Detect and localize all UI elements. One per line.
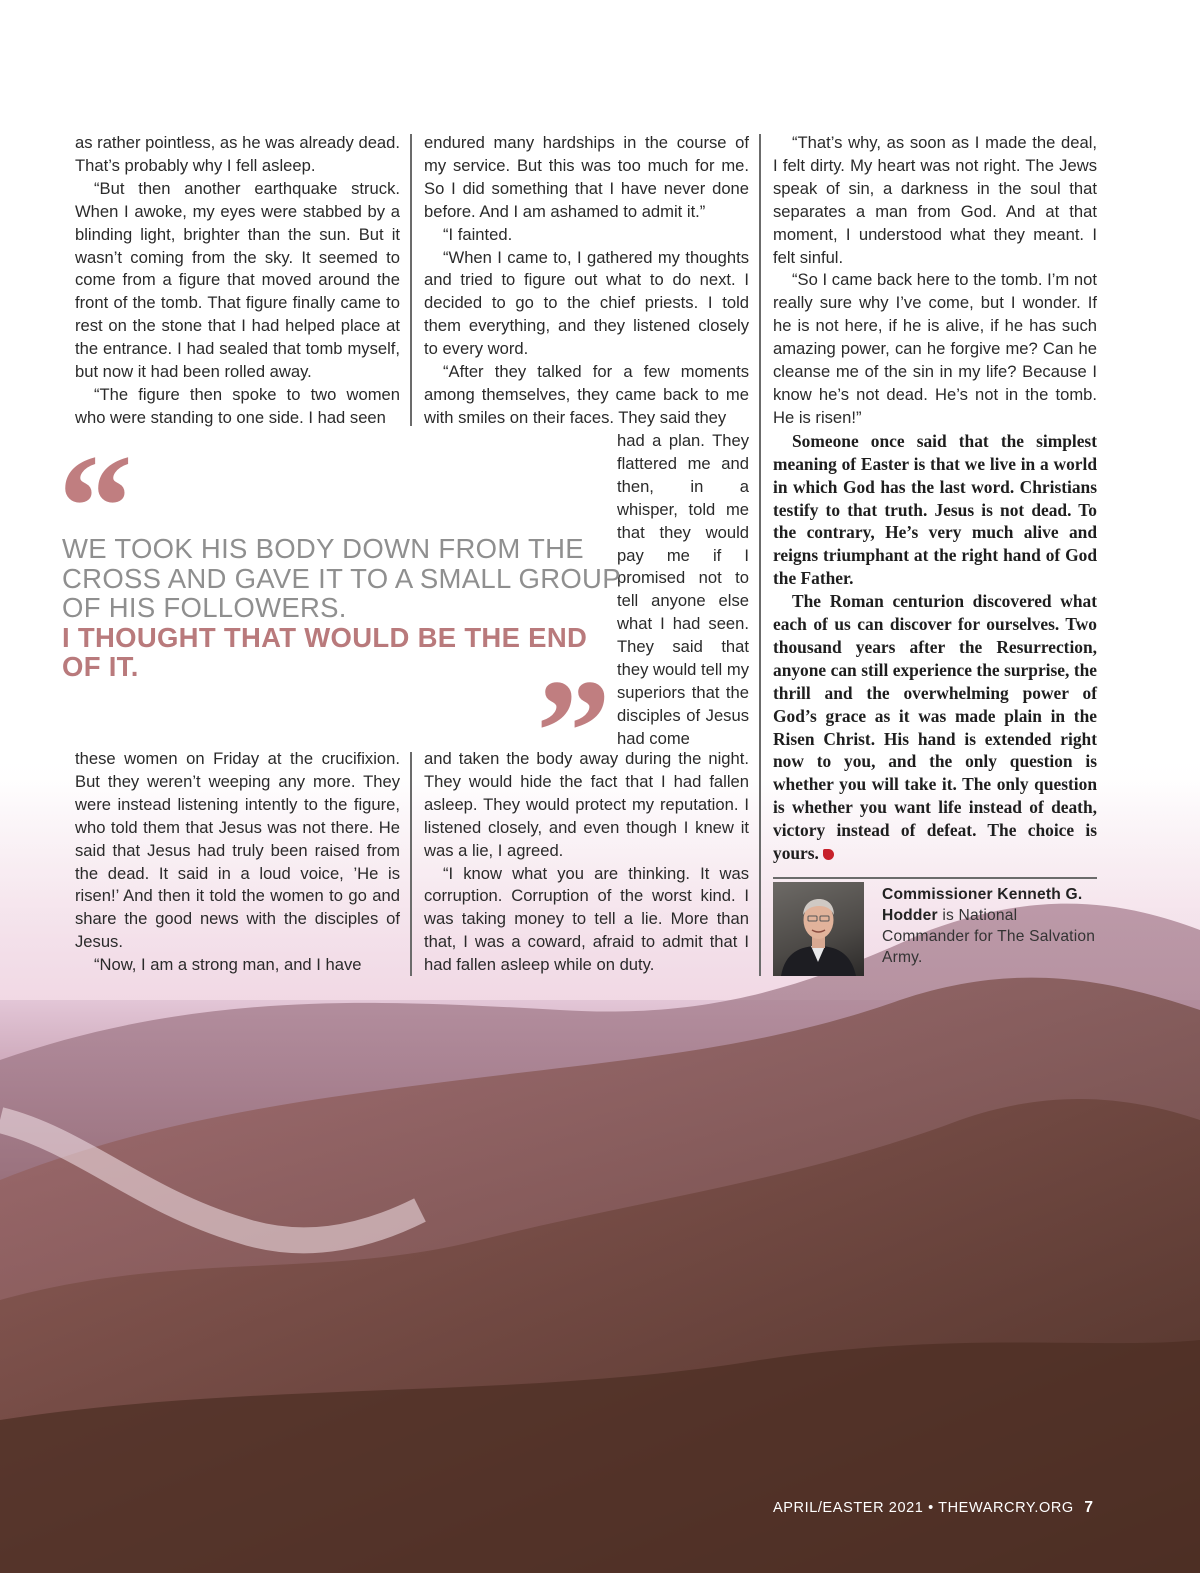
pull-quote-text: WE TOOK HIS BODY DOWN FROM THE CROSS AND GAVE IT TO A SMALL GROUP OF HIS FOLLOWERS.: [62, 533, 621, 623]
issue-date: APRIL/EASTER 2021: [773, 1500, 924, 1516]
column-1-bottom: [75, 748, 400, 977]
paragraph: “That’s why, as soon as I made the deal, I felt dirty. My heart was not right. The Jews speak of sin, a darkness in the soul that separates a man from God. And at that moment, I understood what they meant. I felt sinful.: [773, 133, 1097, 267]
column-2-top: [424, 132, 749, 430]
column-divider: [410, 752, 412, 976]
column-divider: [759, 134, 761, 976]
author-bio: [882, 884, 1097, 968]
paragraph: “When I came to, I gathered my thoughts and tried to figure out what to do next. I decided to go to the chief priests. I told them everything, and they listened closely to every word.: [424, 247, 749, 359]
footer-separator: •: [928, 1500, 934, 1516]
shield-end-mark-icon: [823, 849, 834, 860]
paragraph: these women on Friday at the crucifixion. But they weren’t weeping any more. They were instead listening intently to the figure, who told them that Jesus was not there. He said that Jesus had truly been raised from the dead. It said in a loud voice, ’He is risen!’ And then it told the women to go and share the good news with the disciples of Jesus.: [75, 749, 400, 952]
closing-text: The Roman centurion discovered what each of us can discover for ourselves. Two thousand years after the Resurrection, anyone can still experience the surprise, the thrill and the overwhelming power of God’s grace as it was made plain in the Risen Christ. His hand is extended right now to you, and the only question is whether you will take it. The only question is whether you want life instead of death, victory instead of defeat. The choice is yours.: [773, 591, 1097, 864]
author-name: Commissioner Kenneth G. Hodder: [882, 886, 1083, 924]
paragraph: “So I came back here to the tomb. I’m not really sure why I’ve come, but I wonder. If he is not here, if he is alive, if he has such amazing power, can he forgive me? Can he cleanse me of the sin in my life? Because I know he’s not dead. He’s not in the tomb. He is risen!”: [773, 270, 1097, 427]
paragraph: and taken the body away during the night. They would hide the fact that I had fallen asleep. They would protect my reputation. I listened closely, and even though I knew it was a lie, I agreed.: [424, 749, 749, 860]
website-link[interactable]: THEWARCRY.ORG: [938, 1500, 1074, 1516]
paragraph: “I know what you are thinking. It was corruption. Corruption of the worst kind. I was taking money to tell a lie. More than that, I was a coward, afraid to admit that I had fallen asleep while on duty.: [424, 863, 749, 975]
closing-paragraph: [773, 590, 1097, 865]
column-2-bottom: [424, 748, 749, 977]
author-photo: [773, 882, 864, 976]
paragraph: had a plan. They flattered me and then, in a whisper, told me that they would pay me if I promised not to tell anyone else what I had seen. They said that they would tell my superiors that the disciples of Jesus had come: [617, 431, 749, 748]
open-quote-mark: “: [58, 424, 133, 590]
column-1-top: [75, 132, 400, 430]
column-divider: [410, 134, 412, 426]
paragraph: “I fainted.: [443, 224, 513, 244]
pull-quote-emphasis: I THOUGHT THAT WOULD BE THE END OF IT.: [62, 621, 588, 682]
column-3: [773, 132, 1097, 865]
author-portrait-icon: [773, 882, 864, 976]
page-number: 7: [1084, 1499, 1094, 1516]
page-footer: [773, 1499, 1125, 1517]
paragraph: “The figure then spoke to two women who were standing to one side. I had seen: [75, 384, 400, 427]
closing-paragraph: Someone once said that the simplest meaning of Easter is that we live in a world in which God has the last word. Christians testify to that truth. Jesus is not dead. To the contrary, He’s very much alive and reigns triumphant at the right hand of God the Father.: [773, 430, 1097, 589]
paragraph: “After they talked for a few moments among themselves, they came back to me with smiles on their faces. They said they: [424, 362, 749, 427]
paragraph: “Now, I am a strong man, and I have: [94, 955, 362, 975]
bio-divider: [773, 877, 1097, 879]
author-description: is National Commander for The Salvation Army.: [882, 907, 1096, 966]
column-2-middle: [617, 430, 749, 751]
paragraph: endured many hardships in the course of my service. But this was too much for me. So I did something that I have never done before. And I am ashamed to admit it.”: [424, 133, 749, 221]
close-quote-mark: ”: [536, 649, 611, 815]
paragraph: as rather pointless, as he was already dead. That’s probably why I fell asleep.: [75, 133, 400, 175]
paragraph: “But then another earthquake struck. When I awoke, my eyes were stabbed by a blinding light, brighter than the sun. But it wasn’t coming from the sky. It seemed to come from a figure that moved around the front of the tomb. That figure finally came to rest on the stone that I had helped place at the entrance. I had sealed that tomb myself, but now it had been rolled away.: [75, 178, 400, 382]
